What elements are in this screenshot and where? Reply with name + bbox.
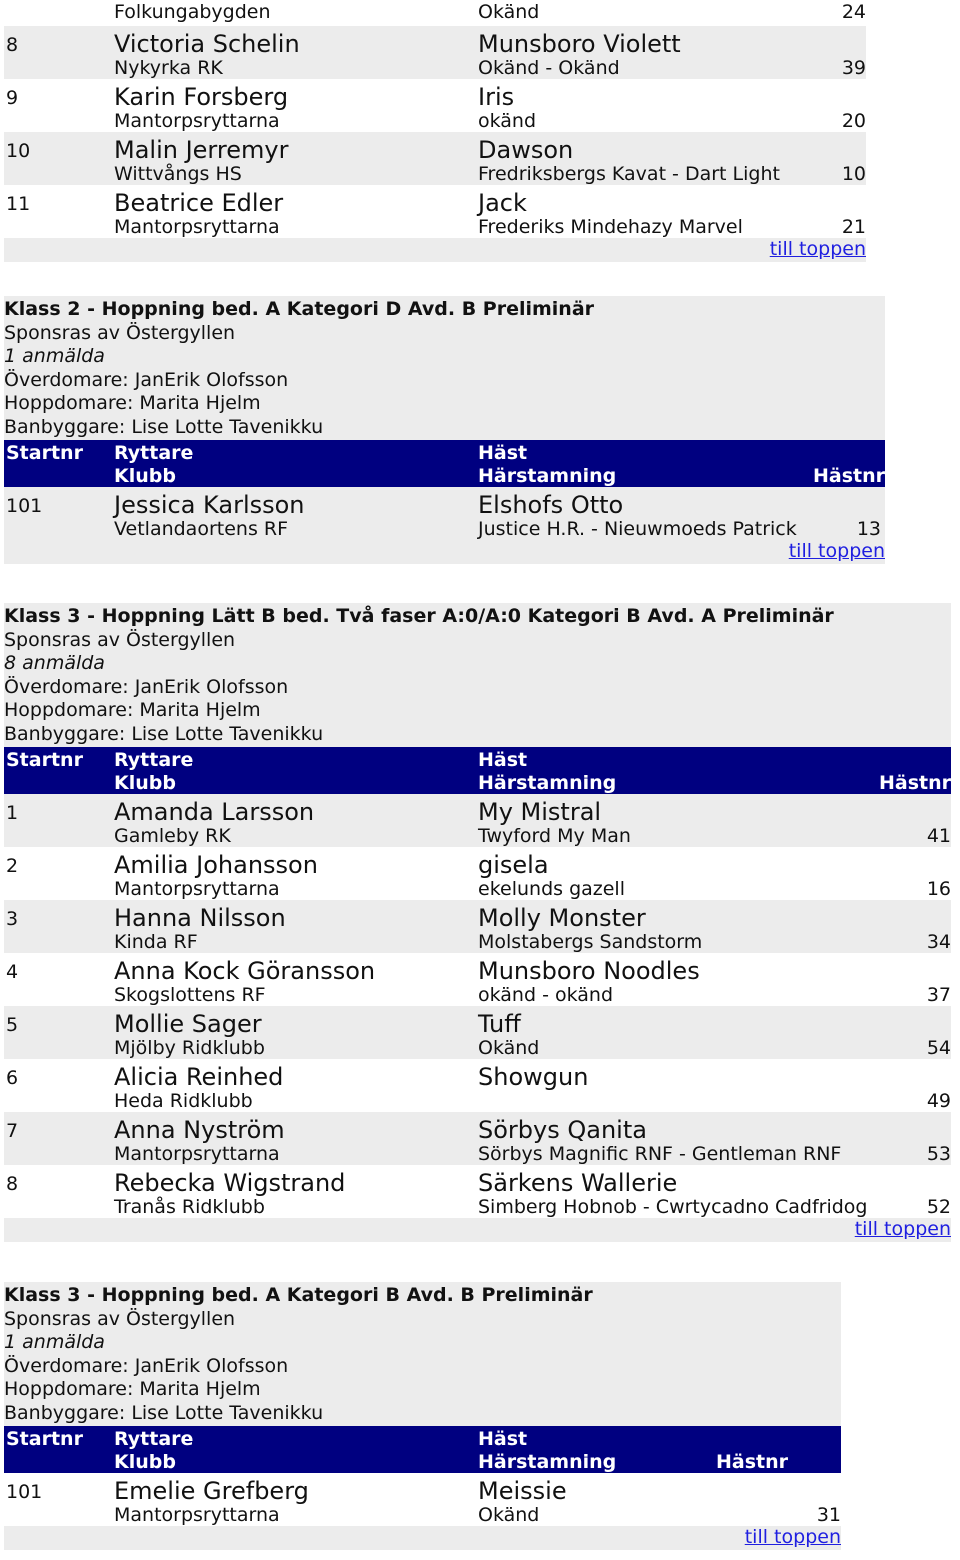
horse-number: 41 — [926, 824, 951, 847]
club: Vetlandaortens RF — [114, 517, 289, 540]
entry-club-row — [4, 0, 866, 26]
back-to-top-link[interactable]: till toppen — [744, 1525, 841, 1548]
horse-number: 16 — [926, 877, 951, 900]
header-startnr: Startnr — [6, 1427, 83, 1450]
back-to-top-row — [4, 540, 885, 564]
start-number: 9 — [6, 87, 19, 109]
jump-judge: Hoppdomare: Marita Hjelm — [4, 392, 261, 415]
horse-name: Sörbys Qanita — [478, 1115, 647, 1144]
club: Heda Ridklubb — [114, 1089, 253, 1112]
entry — [4, 847, 951, 900]
pedigree: Sörbys Magnific RNF - Gentleman RNF — [478, 1142, 842, 1165]
club: Skogslottens RF — [114, 983, 266, 1006]
rider-name: Beatrice Edler — [114, 189, 284, 217]
back-to-top-link[interactable]: till toppen — [769, 238, 866, 260]
rider-name: Emelie Grefberg — [114, 1476, 309, 1505]
club: Wittvångs HS — [114, 163, 242, 185]
start-number: 2 — [6, 854, 19, 877]
header-club: Klubb — [114, 1450, 176, 1473]
sponsor-text: Sponsras av Östergyllen — [4, 628, 236, 651]
horse-number: 54 — [926, 1036, 951, 1059]
entry — [4, 487, 885, 540]
horse-number: 31 — [816, 1503, 841, 1526]
horse-name: Tuff — [478, 1009, 521, 1038]
jump-judge: Hoppdomare: Marita Hjelm — [4, 699, 261, 722]
class-header — [4, 296, 885, 440]
start-number: 1 — [6, 801, 19, 824]
header-pedigree: Härstamning — [478, 1450, 617, 1473]
header-horsenr: Hästnr — [812, 464, 885, 487]
pedigree: Simberg Hobnob - Cwrtycadno Cadfridog — [478, 1195, 868, 1218]
rider-name: Mollie Sager — [114, 1009, 262, 1038]
header-horsenr: Hästnr — [878, 771, 951, 794]
club: Mantorpsryttarna — [114, 216, 280, 238]
entry — [4, 1112, 951, 1165]
entry — [4, 1473, 841, 1526]
column-header — [4, 440, 885, 487]
pedigree: Frederiks Mindehazy Marvel — [478, 216, 743, 238]
entry — [4, 185, 866, 238]
class-title: Klass 3 - Hoppning bed. A Kategori B Avd. B Preliminär — [4, 1284, 593, 1306]
previous-class-table — [4, 0, 866, 262]
horse-name: Munsboro Violett — [478, 30, 681, 58]
horse-name: Dawson — [478, 136, 574, 164]
pedigree: Fredriksbergs Kavat - Dart Light — [478, 163, 780, 185]
horse-name: Munsboro Noodles — [478, 956, 700, 985]
rider-name: Anna Nyström — [114, 1115, 285, 1144]
class-title: Klass 3 - Hoppning Lätt B bed. Två faser A:0/A:0 Kategori B Avd. A Preliminär — [4, 605, 834, 627]
horse-number: 52 — [926, 1195, 951, 1218]
pedigree: Okänd - Okänd — [478, 57, 620, 79]
start-number: 3 — [6, 907, 19, 930]
pedigree: Justice H.R. - Nieuwmoeds Patrick — [478, 517, 797, 540]
jump-judge: Hoppdomare: Marita Hjelm — [4, 1378, 261, 1401]
header-horse: Häst — [478, 748, 528, 771]
horse-number: 37 — [926, 983, 951, 1006]
pedigree: Okänd — [478, 1036, 540, 1059]
head-judge: Överdomare: JanErik Olofsson — [4, 368, 289, 391]
club: Mjölby Ridklubb — [114, 1036, 265, 1059]
back-to-top-row — [4, 1526, 841, 1550]
horse-number: 24 — [841, 1, 866, 23]
horse-number: 53 — [926, 1142, 951, 1165]
back-to-top-link[interactable]: till toppen — [854, 1217, 951, 1240]
column-header — [4, 1426, 841, 1473]
header-horse: Häst — [478, 1427, 528, 1450]
horse-name: Showgun — [478, 1062, 589, 1091]
head-judge: Överdomare: JanErik Olofsson — [4, 1354, 289, 1377]
start-number: 8 — [6, 1172, 19, 1195]
horse-name: Meissie — [478, 1476, 567, 1505]
start-number: 101 — [6, 1480, 43, 1503]
entry — [4, 79, 866, 132]
start-number: 8 — [6, 34, 19, 56]
pedigree: Okänd — [478, 1503, 540, 1526]
sponsor-text: Sponsras av Östergyllen — [4, 321, 236, 344]
club: Mantorpsryttarna — [114, 877, 280, 900]
rider-name: Karin Forsberg — [114, 83, 289, 111]
horse-number: 13 — [856, 517, 881, 540]
horse-number: 20 — [841, 110, 866, 132]
pedigree: Okänd — [478, 1, 540, 23]
sponsor-text: Sponsras av Östergyllen — [4, 1307, 236, 1330]
class-section — [4, 296, 885, 564]
class-section — [4, 603, 951, 1242]
horse-name: Jack — [478, 189, 527, 217]
horse-number: 39 — [841, 57, 866, 79]
horse-name: Särkens Wallerie — [478, 1168, 678, 1197]
club: Mantorpsryttarna — [114, 1142, 280, 1165]
header-horse: Häst — [478, 441, 528, 464]
club: Mantorpsryttarna — [114, 110, 280, 132]
horse-name: Elshofs Otto — [478, 490, 624, 519]
class-header — [4, 603, 951, 747]
club: Folkungabygden — [114, 1, 271, 23]
horse-name: Iris — [478, 83, 515, 111]
rider-name: Hanna Nilsson — [114, 903, 286, 932]
class-section — [4, 1282, 841, 1550]
horse-name: Molly Monster — [478, 903, 646, 932]
club: Tranås Ridklubb — [114, 1195, 265, 1218]
entry-count: 1 anmälda — [4, 345, 105, 368]
horse-number: 10 — [841, 163, 866, 185]
rider-name: Malin Jerremyr — [114, 136, 289, 164]
back-to-top-row — [4, 1218, 951, 1242]
header-horsenr: Hästnr — [716, 1450, 789, 1473]
entry — [4, 1059, 951, 1112]
rider-name: Amanda Larsson — [114, 797, 315, 826]
start-number: 4 — [6, 960, 19, 983]
pedigree: okänd — [478, 110, 537, 132]
course-builder: Banbyggare: Lise Lotte Tavenikku — [4, 722, 324, 745]
pedigree: Twyford My Man — [478, 824, 631, 847]
rider-name: Anna Kock Göransson — [114, 956, 376, 985]
start-number: 11 — [6, 193, 31, 215]
back-to-top-link[interactable]: till toppen — [788, 539, 885, 562]
rider-name: Rebecka Wigstrand — [114, 1168, 346, 1197]
header-rider: Ryttare — [114, 441, 194, 464]
club: Gamleby RK — [114, 824, 231, 847]
entry — [4, 26, 866, 79]
entry — [4, 1006, 951, 1059]
entry — [4, 953, 951, 1006]
header-startnr: Startnr — [6, 441, 83, 464]
entry-count: 1 anmälda — [4, 1331, 105, 1354]
course-builder: Banbyggare: Lise Lotte Tavenikku — [4, 1401, 324, 1424]
club: Mantorpsryttarna — [114, 1503, 280, 1526]
start-number: 7 — [6, 1119, 19, 1142]
entry — [4, 794, 951, 847]
horse-name: My Mistral — [478, 797, 602, 826]
horse-number: 49 — [926, 1089, 951, 1112]
header-rider: Ryttare — [114, 1427, 194, 1450]
entry-count: 8 anmälda — [4, 652, 105, 675]
start-number: 101 — [6, 494, 43, 517]
club: Kinda RF — [114, 930, 198, 953]
entry — [4, 900, 951, 953]
pedigree: ekelunds gazell — [478, 877, 625, 900]
header-pedigree: Härstamning — [478, 464, 617, 487]
header-rider: Ryttare — [114, 748, 194, 771]
pedigree: Molstabergs Sandstorm — [478, 930, 703, 953]
class-title: Klass 2 - Hoppning bed. A Kategori D Avd. B Preliminär — [4, 298, 595, 320]
back-to-top-row — [4, 238, 866, 262]
horse-number: 21 — [841, 216, 866, 238]
header-startnr: Startnr — [6, 748, 83, 771]
start-number: 5 — [6, 1013, 19, 1036]
start-number: 6 — [6, 1066, 19, 1089]
entry — [4, 132, 866, 185]
rider-name: Amilia Johansson — [114, 850, 318, 879]
pedigree: okänd - okänd — [478, 983, 614, 1006]
header-club: Klubb — [114, 464, 176, 487]
horse-number: 34 — [926, 930, 951, 953]
start-number: 10 — [6, 140, 31, 162]
header-club: Klubb — [114, 771, 176, 794]
column-header — [4, 747, 951, 794]
horse-name: gisela — [478, 850, 549, 879]
rider-name: Alicia Reinhed — [114, 1062, 284, 1091]
rider-name: Victoria Schelin — [114, 30, 300, 58]
header-pedigree: Härstamning — [478, 771, 617, 794]
rider-name: Jessica Karlsson — [114, 490, 305, 519]
club: Nykyrka RK — [114, 57, 223, 79]
class-header — [4, 1282, 841, 1426]
course-builder: Banbyggare: Lise Lotte Tavenikku — [4, 415, 324, 438]
entry — [4, 1165, 951, 1218]
head-judge: Överdomare: JanErik Olofsson — [4, 675, 289, 698]
